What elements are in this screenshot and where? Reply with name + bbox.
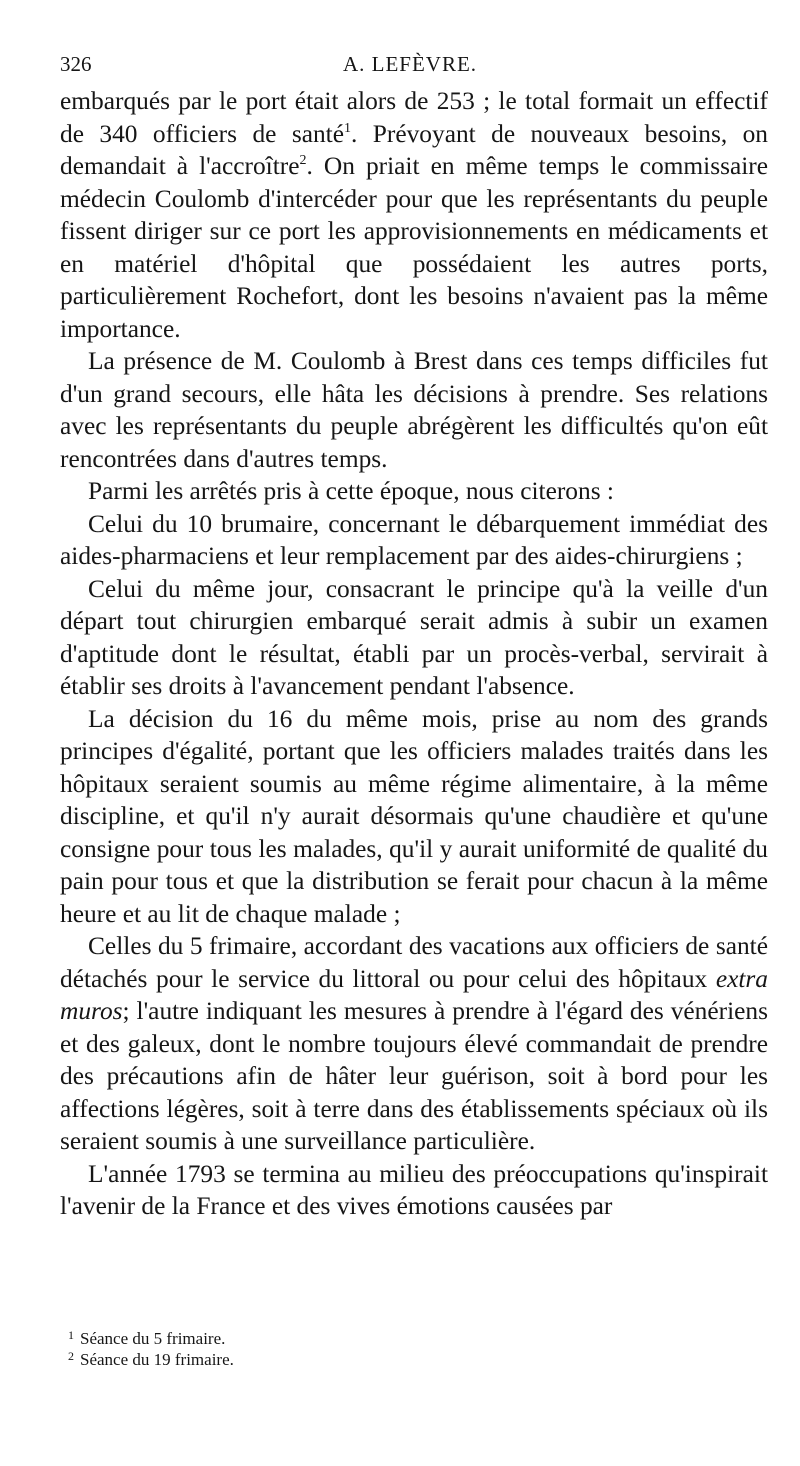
- paragraph-7: [60, 930, 768, 1158]
- paragraph-1-part-b: . Prévoyant de nouveaux besoins, on demandait à l'accroître: [60, 119, 768, 180]
- paragraph-7-part-b: ; l'autre indiquant les mesures à prendre à l'égard des vénériens et des galeux, dont le nombre toujours élevé commandait de prendre des précautions afin de hâter leur guérison, soit à bord pour les affections légères, soit à terre dans des établissements spéciaux où ils seraient soumis à une surveillance particulière.: [60, 997, 768, 1155]
- footnote: [60, 1328, 768, 1349]
- footnote-mark: 1: [68, 1328, 74, 1342]
- footnote-ref-1: 1: [344, 120, 351, 136]
- italic-phrase: extra muros: [60, 964, 768, 1025]
- body-text: [60, 85, 768, 1223]
- footnotes: [60, 1328, 768, 1370]
- footnote-ref-2: 2: [299, 153, 307, 168]
- footnote-text: Séance du 5 frimaire.: [80, 1329, 226, 1348]
- paragraph-2: La présence de M. Coulomb à Brest dans ces temps difficiles fut d'un grand secours, elle hâta les décisions à prendre. Ses relations avec les représentants du peuple abrégèrent les difficultés qu'on eût rencontrées dans d'autres temps.: [60, 347, 768, 473]
- paragraph-5: Celui du même jour, consacrant le principe qu'à la veille d'un départ tout chirurgien embarqué serait admis à subir un examen d'aptitude dont le résultat, établi par un procès-verbal, servirait à établir ses droits à l'avancement pendant l'absence.: [60, 574, 768, 700]
- paragraph-4: Celui du 10 brumaire, concernant le débarquement immédiat des aides-pharmaciens et leur remplacement par des aides-chirurgiens ;: [60, 509, 768, 570]
- page-number: 326: [60, 52, 92, 76]
- paragraph-1-part-a: embarqués par le port était alors de 253 ; le total formait un effectif de 340 officiers de santé: [60, 87, 768, 148]
- paragraph-3: Parmi les arrêtés pris à cette époque, nous citerons :: [88, 477, 614, 505]
- running-title: A. LEFÈVRE.: [342, 52, 478, 76]
- footnote-mark: 2: [68, 1349, 74, 1363]
- paragraph-8: L'année 1793 se termina au milieu des préoccupations qu'inspirait l'avenir de la France et des vives émotions causées par: [60, 1159, 768, 1220]
- paragraph-1-part-c: . On priait en même temps le commissaire médecin Coulomb d'intercéder pour que les représentants du peuple fissent diriger sur ce port les approvisionnements en médicaments et en matériel d'hôpital que possédaient les autres ports, particulièrement Rochefort, dont les besoins n'avaient pas la même importance.: [60, 152, 769, 343]
- running-head: [60, 50, 760, 78]
- paragraph-1: [60, 85, 768, 345]
- footnote-text: Séance du 19 frimaire.: [80, 1350, 234, 1369]
- footnote: [60, 1349, 768, 1370]
- paragraph-7-part-a: Celles du 5 frimaire, accordant des vacations aux officiers de santé détachés pour le service du littoral ou pour celui des hôpitaux: [60, 932, 768, 993]
- paragraph-6: La décision du 16 du même mois, prise au nom des grands principes d'égalité, portant que les officiers malades traités dans les hôpitaux seraient soumis au même régime alimentaire, à la même discipline, et qu'il n'y aurait désormais qu'une chaudière et qu'une consigne pour tous les malades, qu'il y aurait uniformité de qualité du pain pour tous et que la distribution se ferait pour chacun à la même heure et au lit de chaque malade ;: [60, 704, 768, 928]
